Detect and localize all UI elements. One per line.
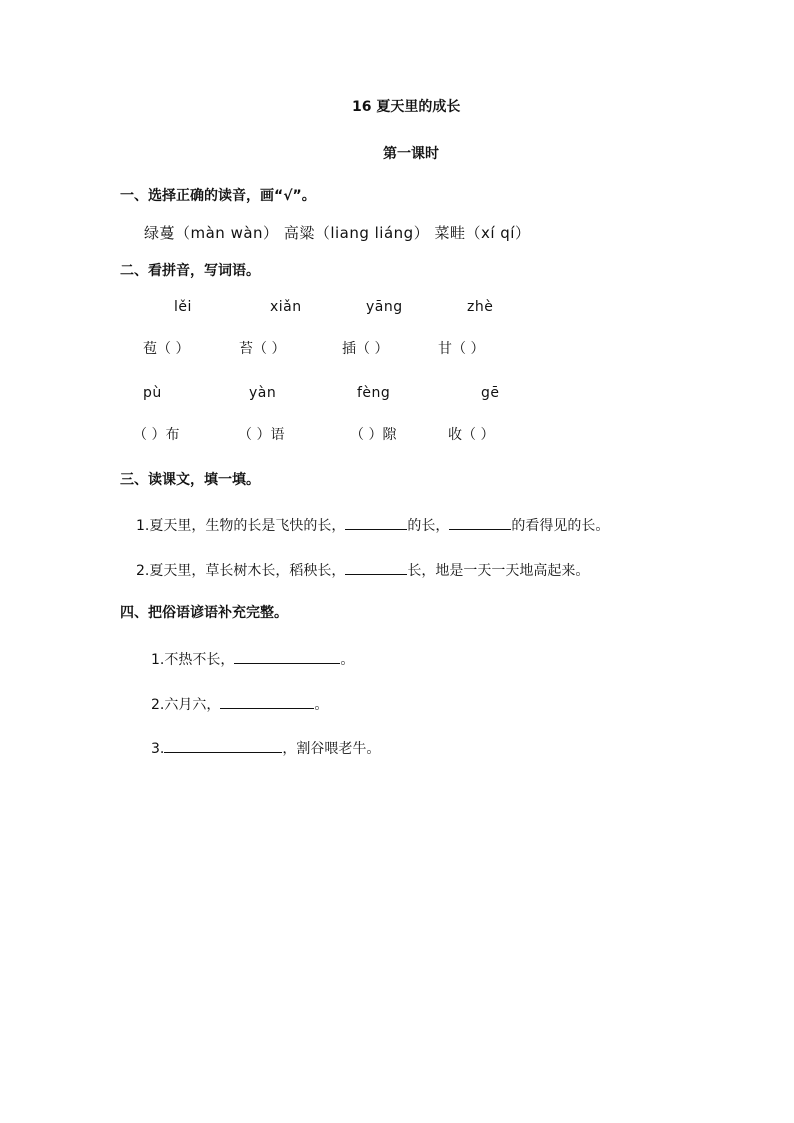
pinyin-item: zhè (467, 299, 494, 315)
fill-line-1 (136, 517, 609, 533)
pinyin-item: pù (143, 385, 162, 401)
proverb-1-text-a: 1.不热不长， (151, 652, 235, 668)
section-2-heading: 二、看拼音，写词语。 (120, 263, 260, 279)
fill-line-1-text-b: 的长， (407, 518, 450, 534)
answer-blank[interactable] (164, 740, 282, 753)
proverb-2-text-b: 。 (314, 697, 329, 713)
word-blank-item: 苔（ ） (239, 341, 286, 357)
word-blank-item: （ ）隙 (350, 427, 397, 443)
proverb-item-3 (151, 740, 380, 756)
pinyin-item: gē (481, 385, 500, 401)
pinyin-item: yāng (366, 299, 403, 315)
section-4-heading: 四、把俗语谚语补充完整。 (120, 605, 288, 621)
word-blank-item: （ ）布 (133, 427, 180, 443)
pinyin-item: yàn (249, 385, 277, 401)
answer-blank[interactable] (345, 562, 407, 575)
section-3-heading: 三、读课文，填一填。 (120, 472, 260, 488)
word-blank-item: 甘（ ） (438, 341, 485, 357)
fill-line-2-text-a: 2.夏天里，草长树木长，稻秧长， (136, 563, 346, 579)
pinyin-item: fèng (357, 385, 391, 401)
proverb-2-text-a: 2.六月六， (151, 697, 221, 713)
proverb-3-text-a: 3. (151, 741, 165, 757)
lesson-subtitle: 第一课时 (383, 146, 439, 162)
word-blank-item: 插（ ） (342, 341, 389, 357)
answer-blank[interactable] (234, 651, 340, 664)
proverb-1-text-b: 。 (340, 652, 355, 668)
word-blank-item: 苞（ ） (143, 341, 190, 357)
fill-line-2-text-b: 长，地是一天一天地高起来。 (407, 563, 590, 579)
proverb-3-text-b: ，割谷喂老牛。 (282, 741, 381, 757)
word-blank-item: （ ）语 (238, 427, 285, 443)
pinyin-item: xiǎn (270, 299, 302, 315)
pinyin-item: lěi (174, 299, 192, 315)
fill-line-1-text-c: 的看得见的长。 (511, 518, 610, 534)
answer-blank[interactable] (220, 696, 314, 709)
proverb-item-1 (151, 651, 354, 667)
answer-blank[interactable] (449, 517, 511, 530)
proverb-item-2 (151, 696, 328, 712)
word-blank-item: 收（ ） (448, 427, 495, 443)
pronunciation-choice-line: 绿蔓（màn wàn） 高粱（liang liáng） 菜畦（xí qí） (144, 224, 531, 242)
page-title: 16 夏天里的成长 (352, 99, 461, 115)
fill-line-2 (136, 562, 589, 578)
answer-blank[interactable] (345, 517, 407, 530)
fill-line-1-text-a: 1.夏天里，生物的长是飞快的长， (136, 518, 346, 534)
section-1-heading: 一、选择正确的读音，画“√”。 (120, 188, 316, 204)
